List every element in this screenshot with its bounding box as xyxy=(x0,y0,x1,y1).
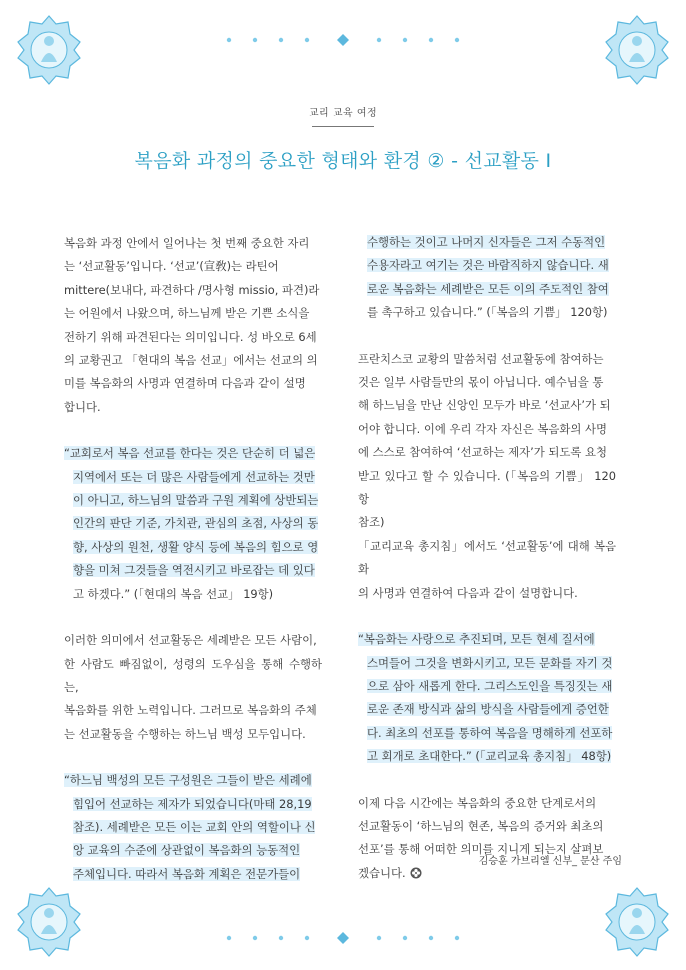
text-line: 「교리교육 총지침」에서도 ‘선교활동’에 대해 복음화 xyxy=(358,538,616,577)
body-paragraph xyxy=(358,348,616,605)
quote-evangelii-gaudium-continued xyxy=(358,231,616,325)
quote-line: 주체입니다. 따라서 복음화 계획은 전문가들이 xyxy=(73,866,301,881)
quote-line: 참조). 세례받은 모든 이는 교회 안의 역할이나 신 xyxy=(73,819,316,834)
quote-line: 고 회개로 초대한다.” (「교리교육 총지침」 48항) xyxy=(367,749,612,764)
text-line: 어야 합니다. 이에 우리 각자 자신은 복음화의 사명 xyxy=(358,421,608,436)
quote-general-directory xyxy=(358,628,616,768)
text-line: 미를 복음화의 사명과 연결하며 다음과 같이 설명 xyxy=(64,376,306,391)
quote-line: 다. 최초의 선포를 통하여 복음을 명해하게 선포하 xyxy=(367,725,613,740)
quote-line: 로운 복음화는 세례받은 모든 이의 주도적인 참여 xyxy=(367,281,609,296)
end-mark-icon xyxy=(410,867,422,879)
text-line: 는 ‘선교활동’입니다. ‘선교’(宣敎)는 라틴어 xyxy=(64,259,279,274)
text-line: 선교활동이 ‘하느님의 현존, 복음의 증거와 최초의 xyxy=(358,818,604,833)
intro-paragraph xyxy=(64,232,322,419)
text-line: 프란치스코 교황의 말씀처럼 선교활동에 참여하는 xyxy=(358,351,604,366)
text-line: 받고 있다고 할 수 있습니다. (「복음의 기쁨」 120항 xyxy=(358,468,616,507)
saint-ornament-icon xyxy=(604,886,670,958)
quote-line: 향, 사상의 원천, 생활 양식 등에 복음의 힘으로 영 xyxy=(73,539,319,554)
quote-evangelii-nuntiandi xyxy=(64,442,322,606)
text-line: 합니다. xyxy=(64,399,101,414)
quote-line: 인간의 판단 기준, 가치관, 관심의 초점, 사상의 동 xyxy=(73,516,319,531)
quote-line: 이 아니고, 하느님의 말씀과 구원 계획에 상반되는 xyxy=(73,493,319,508)
quote-line: “교회로서 복음 선교를 한다는 것은 단순히 더 넓은 xyxy=(64,446,316,461)
quote-line: 앙 교육의 수준에 상관없이 복음화의 능동적인 xyxy=(73,843,301,858)
author-signature: 김승훈 가브리엘 신부_ 문산 주임 xyxy=(478,856,622,867)
saint-ornament-icon xyxy=(16,14,82,86)
text-line: 에 스스로 참여하여 ‘선교하는 제자’가 되도록 요청 xyxy=(358,445,608,460)
text-line: 것은 일부 사람들만의 몫이 아닙니다. 예수님을 통 xyxy=(358,375,604,390)
quote-evangelii-gaudium xyxy=(64,769,322,886)
text-line: 한 사람도 빠짐없이, 성령의 도우심을 통해 수행하는, xyxy=(64,656,322,694)
section-divider xyxy=(312,126,374,127)
text-line: 의 사명과 연결하여 다음과 같이 설명합니다. xyxy=(358,585,578,600)
quote-line: 으로 삼아 새롭게 한다. 그리스도인을 특징짓는 새 xyxy=(367,678,613,693)
decorative-dot-row xyxy=(0,32,686,48)
text-line: 는 선교활동을 수행하는 하느님 백성 모두입니다. xyxy=(64,726,306,741)
decorative-dot-row xyxy=(0,930,686,946)
quote-line: “하느님 백성의 모든 구성원은 그들이 받은 세례에 xyxy=(64,773,312,788)
left-column xyxy=(64,232,322,886)
body-paragraph xyxy=(64,629,322,746)
text-line: 복음화 과정 안에서 일어나는 첫 번째 중요한 자리 xyxy=(64,236,310,250)
text-line: 해 하느님을 만난 신앙인 모두가 바로 ‘선교사’가 되 xyxy=(358,398,611,413)
quote-line: 지역에서 또는 더 많은 사람들에게 선교하는 것만 xyxy=(73,469,315,484)
quote-line: 를 촉구하고 있습니다.” (「복음의 기쁨」 120항) xyxy=(367,305,608,320)
quote-line: 힘입어 선교하는 제자가 되었습니다(마태 28,19 xyxy=(73,796,312,811)
quote-line: 수용자라고 여기는 것은 바람직하지 않습니다. 새 xyxy=(367,258,609,273)
text-line: 선포’를 통해 어떠한 의미를 지니게 되는지 살펴보 xyxy=(358,842,604,857)
text-line: 복음화를 위한 노력입니다. 그러므로 복음화의 주체 xyxy=(64,703,317,718)
text-line: 참조) xyxy=(358,515,385,530)
page-title: 복음화 과정의 중요한 형태와 환경 ② - 선교활동 Ⅰ xyxy=(134,150,552,172)
quote-line: 수행하는 것이고 나머지 신자들은 그저 수동적인 xyxy=(367,235,606,249)
text-line: 전하기 위해 파견된다는 의미입니다. 성 바오로 6세 xyxy=(64,329,317,344)
quote-line: 로운 존재 방식과 삶의 방식을 사람들에게 증언한 xyxy=(367,702,609,717)
saint-ornament-icon xyxy=(16,886,82,958)
section-label: 교리 교육 여정 xyxy=(308,108,378,119)
quote-line: 향을 미쳐 그것들을 역전시키고 바로잡는 데 있다 xyxy=(73,563,315,578)
text-line: mittere(보내다, 파견하다 /명사형 missio, 파견)라 xyxy=(64,282,320,297)
right-column xyxy=(358,231,616,885)
text-line: 는 어원에서 나왔으며, 하느님께 받은 기쁜 소식을 xyxy=(64,306,310,321)
saint-ornament-icon xyxy=(604,14,670,86)
closing-paragraph xyxy=(358,792,616,886)
text-line: 의 교황권고 「현대의 복음 선교」에서는 선교의 의 xyxy=(64,353,318,368)
text-line: 이제 다음 시간에는 복음화의 중요한 단계로서의 xyxy=(358,795,597,810)
text-line: 이러한 의미에서 선교활동은 세례받은 모든 사람이, xyxy=(64,633,317,648)
text-line: 겠습니다. xyxy=(358,865,406,880)
quote-line: 스며들어 그것을 변화시키고, 모든 문화를 자기 것 xyxy=(367,655,613,670)
quote-line: 고 하겠다.” (「현대의 복음 선교」 19항) xyxy=(73,586,274,601)
quote-line: “복음화는 사랑으로 추진되며, 모든 현세 질서에 xyxy=(358,632,595,647)
